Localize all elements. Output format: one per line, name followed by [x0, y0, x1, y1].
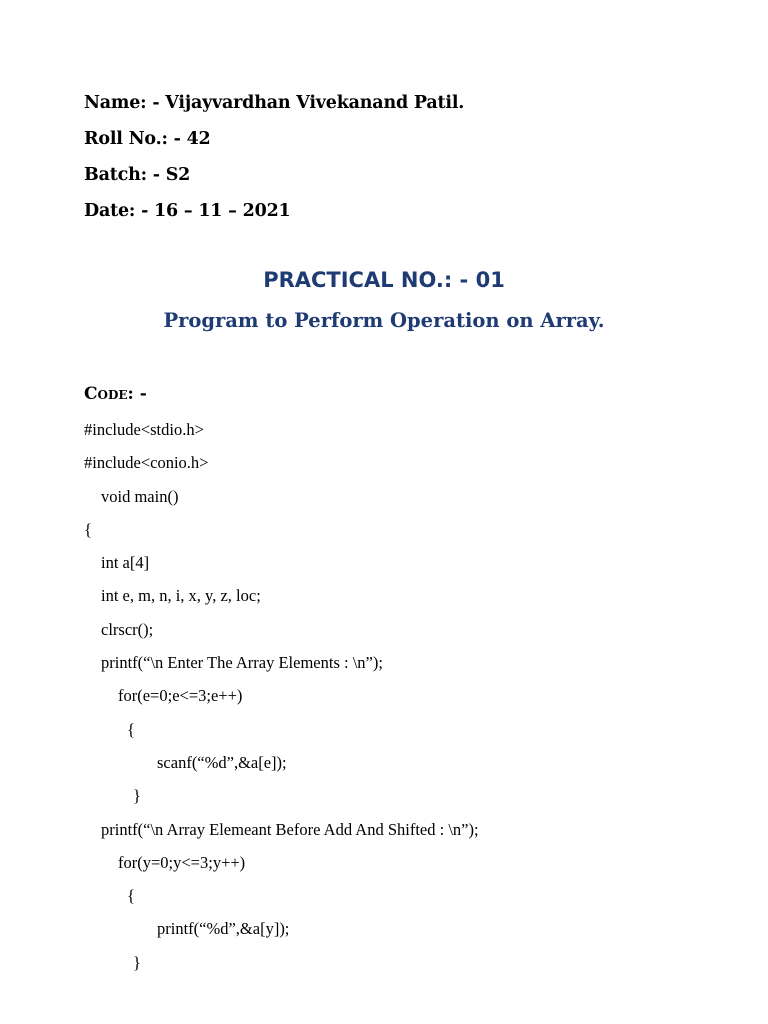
code-line: {: [84, 519, 92, 539]
code-heading: Code: -: [84, 384, 147, 404]
code-line: for(y=0;y<=3;y++): [118, 852, 246, 872]
code-block: [84, 417, 479, 983]
code-line: int a[4]: [101, 553, 150, 573]
code-line: {: [127, 886, 135, 906]
code-line: #include<conio.h>: [84, 453, 209, 473]
batch: Batch: - S2: [84, 165, 191, 185]
code-line: printf(“\n Array Elemeant Before Add And Shifted : \n”);: [101, 819, 479, 839]
code-line: scanf(“%d”,&a[e]);: [157, 752, 287, 772]
student-info: [84, 88, 464, 232]
code-line: int e, m, n, i, x, y, z, loc;: [101, 586, 261, 606]
code-line: void main(): [101, 486, 179, 506]
code-line: for(e=0;e<=3;e++): [118, 686, 243, 706]
roll-number: Roll No.: - 42: [84, 129, 211, 149]
code-line: printf(“%d”,&a[y]);: [157, 919, 290, 939]
code-line: {: [127, 719, 135, 739]
code-line: #include<stdio.h>: [84, 420, 204, 439]
date: Date: - 16 – 11 – 2021: [84, 201, 291, 221]
program-title: Program to Perform Operation on Array.: [163, 309, 605, 332]
code-line: clrscr();: [101, 619, 154, 639]
code-line: }: [133, 786, 141, 806]
student-name: Name: - Vijayvardhan Vivekanand Patil.: [84, 93, 465, 113]
code-line: }: [133, 952, 141, 972]
practical-title: PRACTICAL NO.: - 01: [263, 268, 505, 292]
code-line: printf(“\n Enter The Array Elements : \n”);: [101, 653, 383, 673]
